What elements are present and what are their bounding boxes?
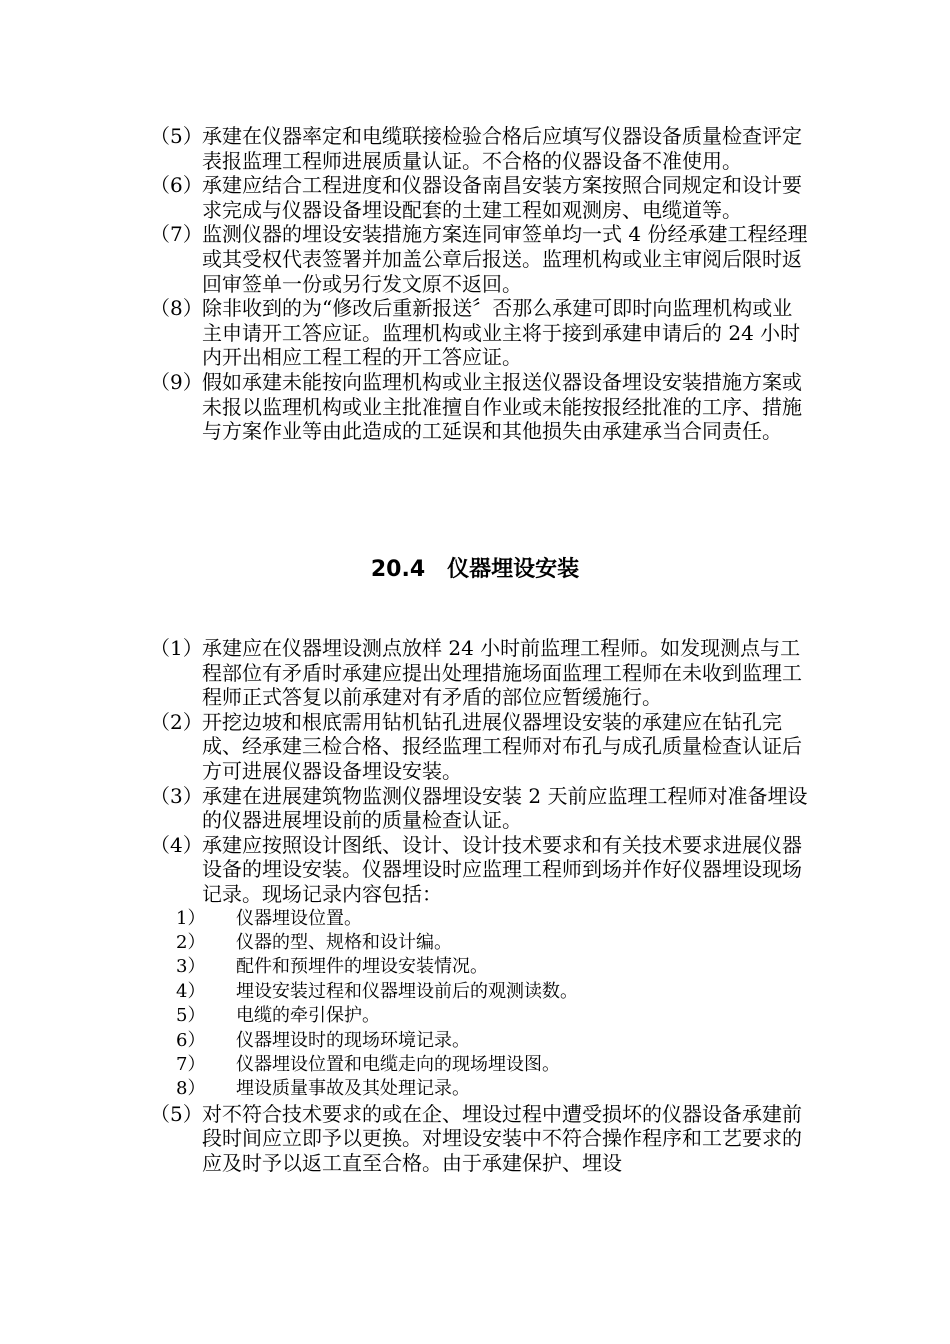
item-number: （3） (150, 783, 203, 808)
list-item (150, 833, 810, 907)
item-text: 对不符合技术要求的或在企、埋设过程中遭受损坏的仪器设备承建前段时间应立即予以更换。对埋设安装中不符合操作程序和工艺要求的应及时予以返工直至合格。由于承建保护、埋设 (202, 1101, 802, 1175)
sub-item-number: 4） (176, 980, 206, 1002)
list-item (150, 222, 810, 296)
item-number: （5） (150, 124, 203, 148)
sub-item-number: 8） (176, 1078, 206, 1100)
list-item (150, 1102, 810, 1176)
list-item (150, 173, 810, 222)
sub-item-number: 2） (176, 931, 206, 953)
item-number: （8） (150, 296, 203, 321)
item-text: 承建在进展建筑物监测仪器埋设安装 2 天前应监理工程师对准备埋设的仪器进展埋设前的质量检查认证。 (202, 783, 808, 833)
item-number: （9） (150, 369, 203, 394)
sub-item-text: 仪器埋设时的现场环境记录。 (236, 1029, 470, 1051)
section-heading: 20.4 仪器埋设安装 (370, 557, 580, 582)
list-item (150, 296, 810, 370)
item-number: （5） (150, 1101, 203, 1126)
sub-item-text: 仪器埋设位置和电缆走向的现场埋设图。 (236, 1053, 560, 1075)
item-number: （1） (150, 636, 203, 660)
sub-list-item (150, 1053, 810, 1077)
item-text: 承建应按照设计图纸、设计、设计技术要求和有关技术要求进展仪器设备的埋设安装。仪器埋设时应监理工程师到场并作好仪器埋设现场记录。现场记录内容包括： (202, 832, 802, 906)
sub-list-item (150, 980, 810, 1004)
sub-item-text: 电缆的牵引保护。 (236, 1005, 380, 1027)
sub-list-item (150, 1077, 810, 1101)
item-number: （7） (150, 222, 203, 247)
list-item (150, 370, 810, 444)
sub-list-item (150, 931, 810, 955)
item-number: （2） (150, 709, 203, 734)
item-text: 承建应在仪器埋设测点放样 24 小时前监理工程师。如发现测点与工程部位有矛盾时承建应提出处理措施场面监理工程师在未收到监理工程师正式答复以前承建对有矛盾的部位应暂缓施行。 (202, 636, 802, 710)
sub-list-item (150, 907, 810, 931)
sub-list-item (150, 955, 810, 979)
sub-list-item (150, 1029, 810, 1053)
item-text: 假如承建未能按向监理机构或业主报送仪器设备埋设安装措施方案或未报以监理机构或业主批准擅自作业或未能按报经批准的工序、措施与方案作业等由此造成的工延误和其他损失由承建承当合同责任。 (202, 369, 802, 444)
sub-item-text: 配件和预埋件的埋设安装情况。 (236, 956, 488, 978)
list-item (150, 124, 810, 173)
sub-item-text: 仪器的型、规格和设计编。 (236, 931, 452, 953)
item-text: 监测仪器的埋设安装措施方案连同审签单均一式 4 份经承建工程经理或其受权代表签署并加盖公章后报送。监理机构或业主审阅后限时返回审签单一份或另行发文原不返回。 (202, 222, 808, 296)
sub-item-number: 6） (176, 1029, 206, 1051)
list-item (150, 710, 810, 784)
item-number: （6） (150, 173, 203, 198)
requirement-list-2 (150, 636, 810, 1176)
item-number: （4） (150, 832, 203, 857)
sub-item-number: 5） (176, 1005, 206, 1027)
sub-item-number: 1） (176, 907, 206, 929)
sub-list-item (150, 1004, 810, 1028)
sub-item-number: 7） (176, 1053, 206, 1075)
item-text: 除非收到的为“修改后重新报送〞否那么承建可即时向监理机构或业主申请开工答应证。监理机构或业主将于接到承建申请后的 24 小时内开出相应工程工程的开工答应证。 (202, 296, 801, 370)
item-text: 承建在仪器率定和电缆联接检验合格后应填写仪器设备质量检查评定表报监理工程师进展质量认证。不合格的仪器设备不准使用。 (202, 124, 802, 173)
sub-item-text: 埋设质量事故及其处理记录。 (236, 1078, 470, 1100)
item-text: 承建应结合工程进度和仪器设备南昌安装方案按照合同规定和设计要求完成与仪器设备埋设配套的土建工程如观测房、电缆道等。 (202, 173, 802, 222)
sub-item-number: 3） (176, 956, 206, 978)
requirement-list-1 (150, 124, 810, 444)
item-text: 开挖边坡和根底需用钻机钻孔进展仪器埋设安装的承建应在钻孔完成、经承建三检合格、报经监理工程师对布孔与成孔质量检查认证后方可进展仪器设备埋设安装。 (202, 709, 802, 783)
sub-item-text: 埋设安装过程和仪器埋设前后的观测读数。 (236, 980, 578, 1002)
list-item (150, 784, 810, 833)
list-item (150, 636, 810, 710)
sub-item-text: 仪器埋设位置。 (236, 907, 362, 929)
